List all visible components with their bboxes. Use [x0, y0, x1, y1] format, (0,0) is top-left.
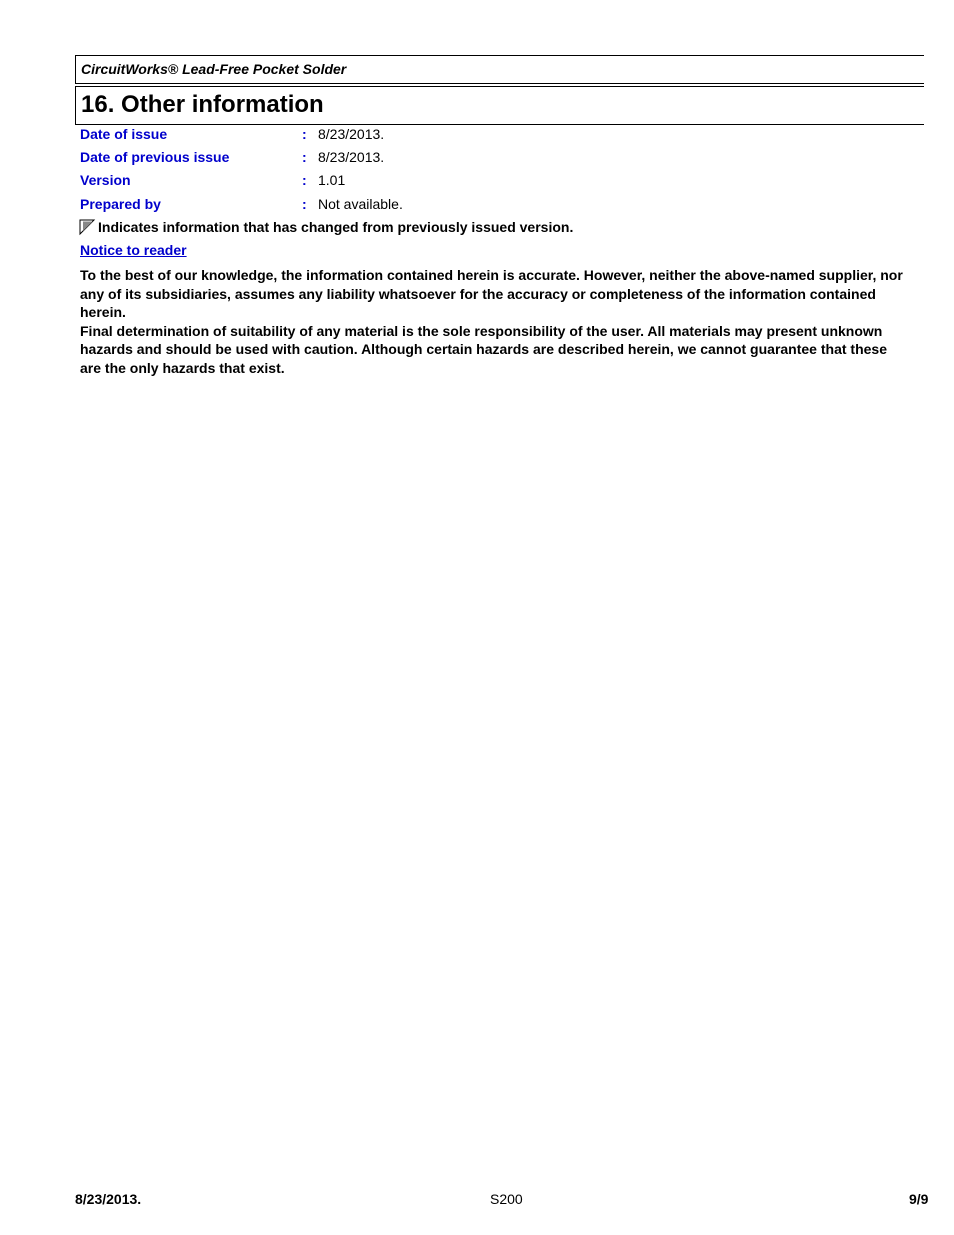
document-header [75, 55, 924, 84]
change-marker-icon [80, 220, 94, 234]
section-title: 16. Other information [81, 91, 324, 118]
info-row-date-of-issue [80, 126, 920, 146]
info-row-version [80, 172, 920, 192]
notice-text [80, 266, 910, 377]
section-header [75, 86, 924, 125]
info-row-prepared-by [80, 196, 920, 216]
info-label: Date of previous issue [80, 149, 230, 165]
info-label: Prepared by [80, 196, 161, 212]
info-colon: : [302, 149, 307, 165]
info-row-date-of-previous-issue [80, 149, 920, 169]
footer-date: 8/23/2013. [75, 1191, 142, 1207]
change-note [80, 219, 573, 235]
info-label: Version [80, 172, 131, 188]
info-value: 8/23/2013. [318, 149, 385, 165]
info-colon: : [302, 196, 307, 212]
product-name: CircuitWorks® Lead-Free Pocket Solder [81, 61, 347, 77]
notice-paragraph: Final determination of suitability of any material is the sole responsibility of the user. All materials may present unknown hazards and should be used with caution. Although certain hazards are described herein, we cannot guarantee that these are the only hazards that exist. [80, 322, 887, 376]
notice-to-reader-link[interactable]: Notice to reader [80, 242, 187, 258]
footer-code: S200 [490, 1191, 523, 1207]
info-value: 8/23/2013. [318, 126, 385, 142]
footer-page-number: 9/9 [909, 1191, 929, 1207]
info-colon: : [302, 126, 307, 142]
notice-paragraph: To the best of our knowledge, the information contained herein is accurate. However, neither the above-named supplier, nor any of its subsidiaries, assumes any liability whatsoever for the accuracy or completeness of the information contained herein. [80, 267, 903, 320]
info-value: 1.01 [318, 172, 346, 188]
change-note-text: Indicates information that has changed from previously issued version. [98, 219, 574, 235]
info-label: Date of issue [80, 126, 168, 142]
info-value: Not available. [318, 196, 403, 212]
info-colon: : [302, 172, 307, 188]
